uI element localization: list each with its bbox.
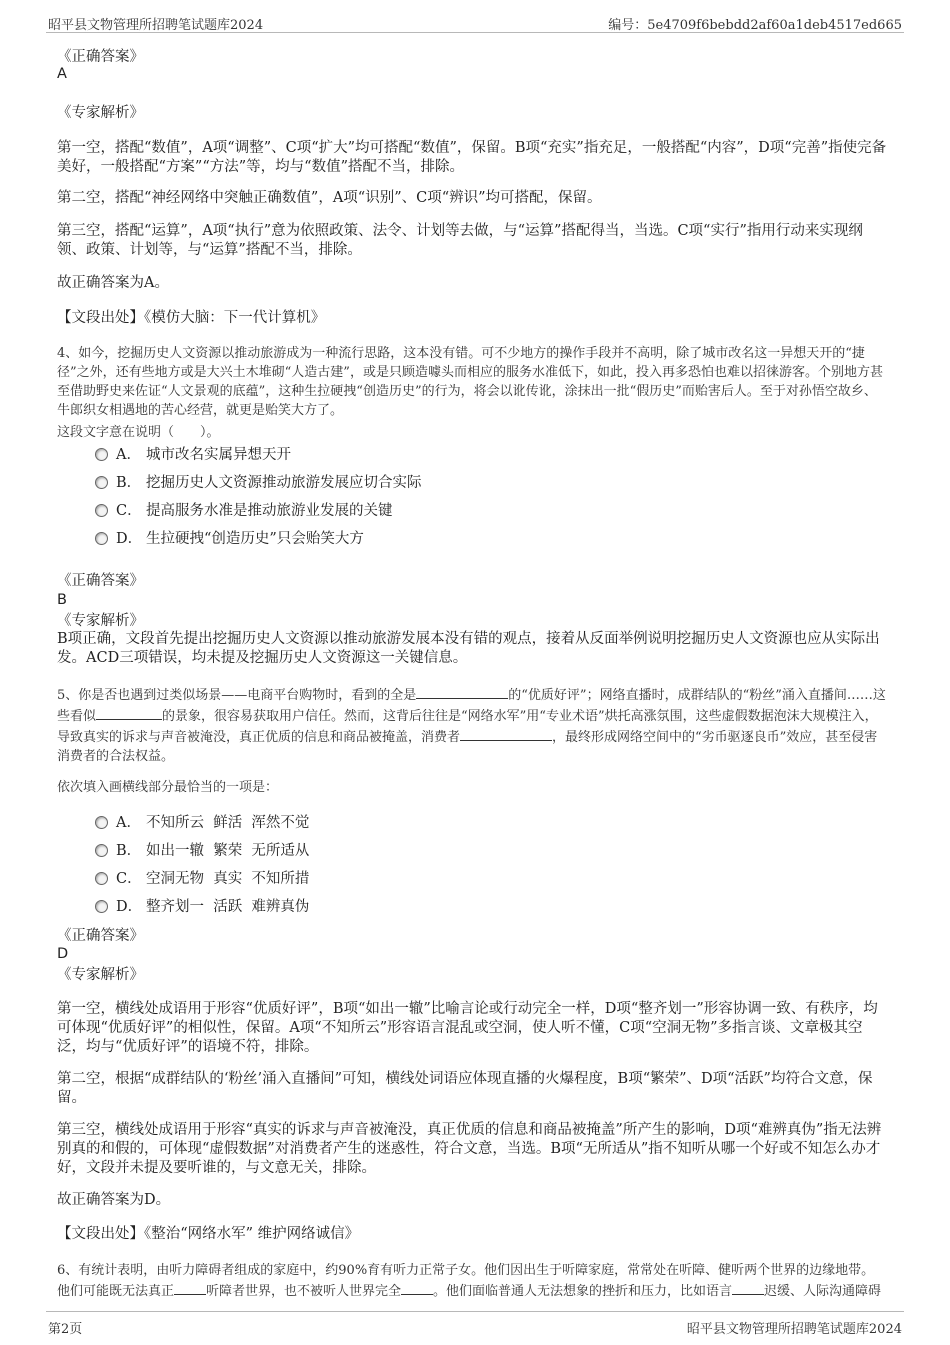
q3-analysis-para1: 第一空，搭配“数值”，A项“调整”、C项“扩大”均可搭配“数值”，保留。B项“充实”指充足，一般搭配“内容”，D项“完善”指使完备美好，一般搭配“方案”“方法”等，均与“数值”搭配不当，排除。: [57, 140, 887, 175]
q4-option-c[interactable]: [95, 501, 393, 521]
q3-analysis-label: 《专家解析》: [57, 105, 144, 121]
radio-icon[interactable]: [95, 532, 108, 545]
q3-source: 【文段出处】《模仿大脑：下一代计算机》: [57, 310, 326, 326]
q4-option-b[interactable]: [95, 473, 422, 493]
q3-conclusion: 故正确答案为A。: [57, 275, 169, 291]
q5-answer: D: [57, 946, 69, 962]
option-text: 整齐划一 活跃 难辨真伪: [146, 899, 310, 915]
q6-line1: 6、有统计表明，由听力障碍者组成的家庭中，约90%育有听力正常子女。他们因出生于听障家庭，常常处在听障、健听两个世界的边缘地带。: [57, 1263, 875, 1278]
q6-blank-3: [732, 1280, 764, 1295]
q4-analysis-label: 《专家解析》: [57, 613, 144, 629]
option-letter: D．: [116, 899, 143, 915]
q5-answer-label: 《正确答案》: [57, 928, 144, 944]
q5-stem-part2: 的“优质好评”；网络直播时，成群结队的“粉丝”涌入直播间……这些看似: [57, 688, 886, 724]
q4-stem: 4、如今，挖掘历史人文资源以推动旅游成为一种流行思路，这本没有错。可不少地方的操作手段并不高明，除了城市改名这一异想天开的“捷径”之外，还有些地方或是大兴土木堆砌“人造古建”，或是只顾造噱头而相应的服务水准低下，如此，投入再多恐怕也难以招徕游客。个别地方甚至借助野史来佐证“人文景观的底蕴”，这种生拉硬拽“创造历史”的行为，将会以讹传讹，涂抹出一批“假历史”而贻害后人。至于对孙悟空故乡、牛郎织女相遇地的苦心经营，就更是贻笑大方了。: [57, 346, 883, 418]
q5-stem-part4: ，最终形成网络空间中的“劣币驱逐良币”效应，甚至侵害消费者的合法权益。: [57, 730, 878, 764]
q5-option-b[interactable]: [95, 841, 309, 861]
q5-prompt: 依次填入画横线部分最恰当的一项是：: [57, 780, 279, 795]
q6-blank-1: [174, 1280, 206, 1295]
q4-answer-label: 《正确答案》: [57, 573, 144, 589]
q5-analysis-para3: 第三空，横线处成语用于形容“真实的诉求与声音被淹没，真正优质的信息和商品被掩盖”所产生的影响，D项“难辨真伪”指无法辨别真的和假的，可体现“虚假数据”对消费者产生的迷惑性，符合文意，当选。B项“无所适从”指不知听从哪一个好或不知怎么办才好，文段并未提及要听谁的，与文意无关，排除。: [57, 1122, 882, 1176]
option-text: 提高服务水准是推动旅游业发展的关键: [146, 503, 393, 519]
q5-option-a[interactable]: [95, 813, 309, 833]
option-text: 空洞无物 真实 不知所措: [146, 871, 310, 887]
q5-stem-part3: 的景象，很容易获取用户信任。然而，这背后往往是“网络水军”用“专业术语”烘托高涨氛围，这些虚假数据泡沫大规模注入，导致真实的诉求与声音被淹没，真正优质的信息和商品被掩盖，消费者: [57, 709, 878, 745]
radio-icon[interactable]: [95, 872, 108, 885]
radio-icon[interactable]: [95, 844, 108, 857]
option-text: 挖掘历史人文资源推动旅游发展应切合实际: [146, 475, 422, 491]
q5-analysis-para2: 第二空，根据“成群结队的‘粉丝’涌入直播间”可知，横线处词语应体现直播的火爆程度，B项“繁荣”、D项“活跃”均符合文意，保留。: [57, 1071, 873, 1106]
option-text: 生拉硬拽“创造历史”只会贻笑大方: [146, 531, 364, 547]
q5-stem: [57, 684, 888, 766]
q5-option-c[interactable]: [95, 869, 309, 889]
q4-analysis: B项正确，文段首先提出挖掘历史人文资源以推动旅游发展本没有错的观点，接着从反面举例说明挖掘历史人文资源也应从实际出发。ACD三项错误，均未提及挖掘历史人文资源这一关键信息。: [57, 631, 880, 666]
radio-icon[interactable]: [95, 504, 108, 517]
q4-option-d[interactable]: [95, 529, 364, 549]
option-letter: B．: [116, 475, 142, 491]
q3-analysis-para2: 第二空，搭配“神经网络中突触正确数值”，A项“识别”、C项“辨识”均可搭配，保留。: [57, 190, 602, 206]
q3-answer-label: 《正确答案》: [57, 49, 144, 65]
q5-source: 【文段出处】《整治“网络水军” 维护网络诚信》: [57, 1226, 360, 1242]
radio-icon[interactable]: [95, 476, 108, 489]
q4-answer: B: [57, 592, 67, 608]
page-header: [46, 12, 904, 33]
option-letter: C．: [116, 503, 142, 519]
radio-icon[interactable]: [95, 900, 108, 913]
footer-title: 昭平县文物管理所招聘笔试题库2024: [686, 1322, 902, 1337]
q6-blank-2: [401, 1280, 433, 1295]
q6-line2-part4: 迟缓、人际沟通障碍: [764, 1284, 882, 1299]
option-letter: B．: [116, 843, 142, 859]
page-footer: [46, 1311, 904, 1336]
option-letter: C．: [116, 871, 142, 887]
q4-option-a[interactable]: [95, 445, 291, 465]
radio-icon[interactable]: [95, 816, 108, 829]
q5-option-d[interactable]: [95, 897, 309, 917]
option-letter: A．: [116, 815, 141, 831]
option-text: 如出一辙 繁荣 无所适从: [146, 843, 310, 859]
q6-line2-part3: 。他们面临普通人无法想象的挫折和压力，比如语言: [433, 1284, 733, 1299]
option-text: 城市改名实属异想天开: [146, 447, 291, 463]
q6-line2: [57, 1280, 888, 1301]
q5-blank-1: [416, 684, 508, 699]
option-text: 不知所云 鲜活 浑然不觉: [146, 815, 310, 831]
q5-analysis-label: 《专家解析》: [57, 967, 144, 983]
option-letter: D．: [116, 531, 143, 547]
q4-prompt: 这段文字意在说明（ ）。: [57, 425, 220, 440]
q5-blank-2: [96, 705, 162, 720]
q5-blank-3: [460, 726, 552, 741]
q5-conclusion: 故正确答案为D。: [57, 1192, 171, 1208]
footer-page-number: 第2页: [48, 1322, 83, 1337]
q6-line2-part1: 他们可能既无法真正: [57, 1284, 175, 1299]
q5-analysis-para1: 第一空，横线处成语用于形容“优质好评”，B项“如出一辙”比喻言论或行动完全一样，D项“整齐划一”形容协调一致、有秩序，均可体现“优质好评”的相似性，保留。A项“不知所云”形容语言混乱或空洞，使人听不懂，C项“空洞无物”多指言谈、文章极其空泛，均与“优质好评”的语境不符，排除。: [57, 1001, 878, 1055]
option-letter: A．: [116, 447, 141, 463]
q3-analysis-para3: 第三空，搭配“运算”，A项“执行”意为依照政策、法令、计划等去做，与“运算”搭配得当，当选。C项“实行”指用行动来实现纲领、政策、计划等，与“运算”搭配不当，排除。: [57, 223, 863, 258]
q6-line2-part2: 听障者世界，也不被听人世界完全: [206, 1284, 402, 1299]
header-title: 昭平县文物管理所招聘笔试题库2024: [48, 18, 264, 33]
radio-icon[interactable]: [95, 448, 108, 461]
q5-stem-part1: 5、你是否也遇到过类似场景——电商平台购物时，看到的全是: [57, 688, 417, 703]
q6-stem: [57, 1261, 888, 1301]
header-code: 编号：5e4709f6bebdd2af60a1deb4517ed665: [608, 18, 902, 33]
q3-answer: A: [57, 66, 67, 82]
